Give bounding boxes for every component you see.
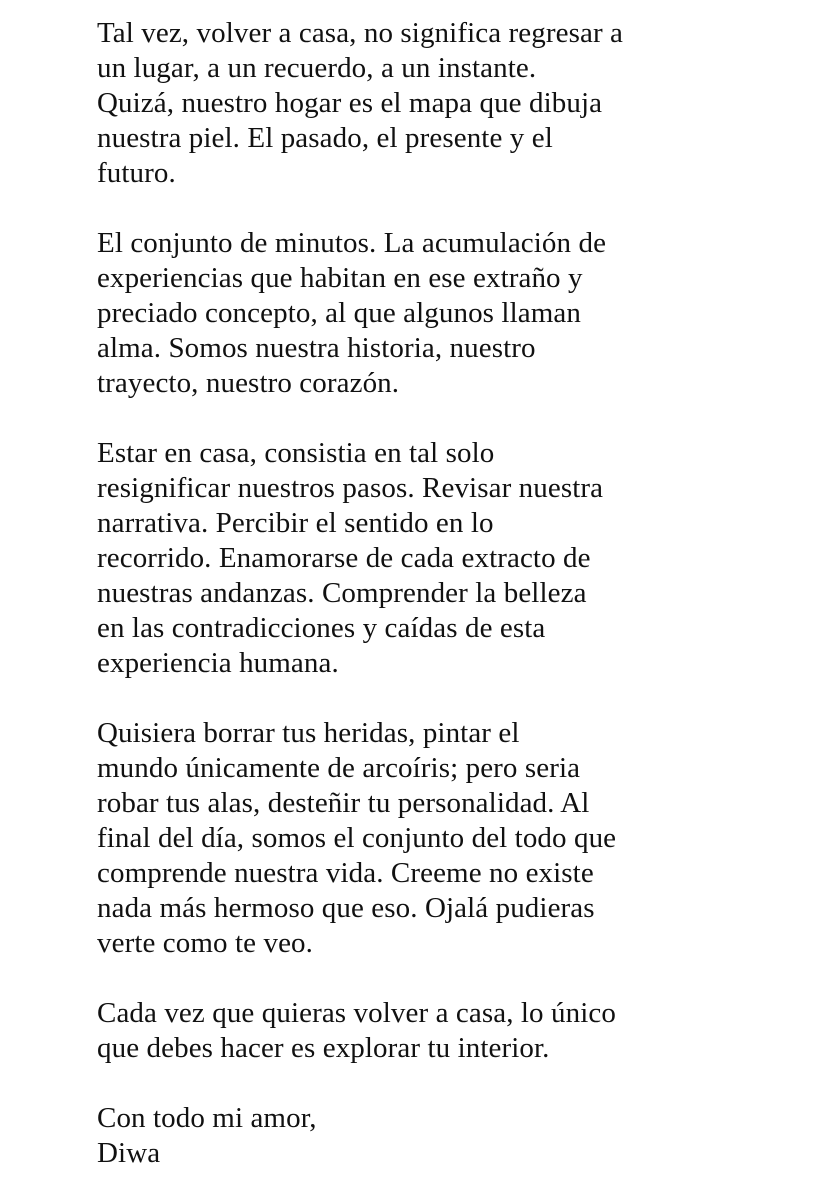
- text-line: Estar en casa, consistia en tal solo: [97, 437, 495, 469]
- signoff: [97, 1101, 817, 1171]
- text-line: resignificar nuestros pasos. Revisar nuestra: [97, 472, 604, 504]
- text-line: recorrido. Enamorarse de cada extracto de: [97, 542, 591, 574]
- text-line: verte como te veo.: [97, 927, 313, 959]
- text-line: final del día, somos el conjunto del todo que: [97, 822, 617, 854]
- text-line: mundo únicamente de arcoíris; pero seria: [97, 752, 581, 784]
- signature: Diwa: [97, 1137, 161, 1169]
- text-line: Quizá, nuestro hogar es el mapa que dibuja: [97, 87, 603, 119]
- paragraph-2: [97, 226, 817, 401]
- text-line: El conjunto de minutos. La acumulación de: [97, 227, 607, 259]
- text-line: alma. Somos nuestra historia, nuestro: [97, 332, 536, 364]
- text-line: trayecto, nuestro corazón.: [97, 367, 400, 399]
- text-line: robar tus alas, desteñir tu personalidad. Al: [97, 787, 590, 819]
- text-line: futuro.: [97, 157, 176, 189]
- paragraph-4: [97, 716, 817, 961]
- text-line: que debes hacer es explorar tu interior.: [97, 1032, 550, 1064]
- text-line: nada más hermoso que eso. Ojalá pudieras: [97, 892, 595, 924]
- text-line: narrativa. Percibir el sentido en lo: [97, 507, 494, 539]
- letter-body: [97, 16, 817, 1171]
- text-line: experiencias que habitan en ese extraño y: [97, 262, 583, 294]
- text-line: comprende nuestra vida. Creeme no existe: [97, 857, 594, 889]
- paragraph-1: [97, 16, 817, 191]
- text-line: Quisiera borrar tus heridas, pintar el: [97, 717, 520, 749]
- text-line: Tal vez, volver a casa, no significa regresar a: [97, 17, 624, 49]
- closing-line: Con todo mi amor,: [97, 1102, 317, 1134]
- text-line: experiencia humana.: [97, 647, 339, 679]
- text-line: nuestras andanzas. Comprender la belleza: [97, 577, 587, 609]
- paragraph-3: [97, 436, 817, 681]
- text-line: en las contradicciones y caídas de esta: [97, 612, 546, 644]
- text-line: Cada vez que quieras volver a casa, lo único: [97, 997, 616, 1029]
- text-line: un lugar, a un recuerdo, a un instante.: [97, 52, 537, 84]
- paragraph-5: [97, 996, 817, 1066]
- text-line: nuestra piel. El pasado, el presente y el: [97, 122, 553, 154]
- text-line: preciado concepto, al que algunos llaman: [97, 297, 581, 329]
